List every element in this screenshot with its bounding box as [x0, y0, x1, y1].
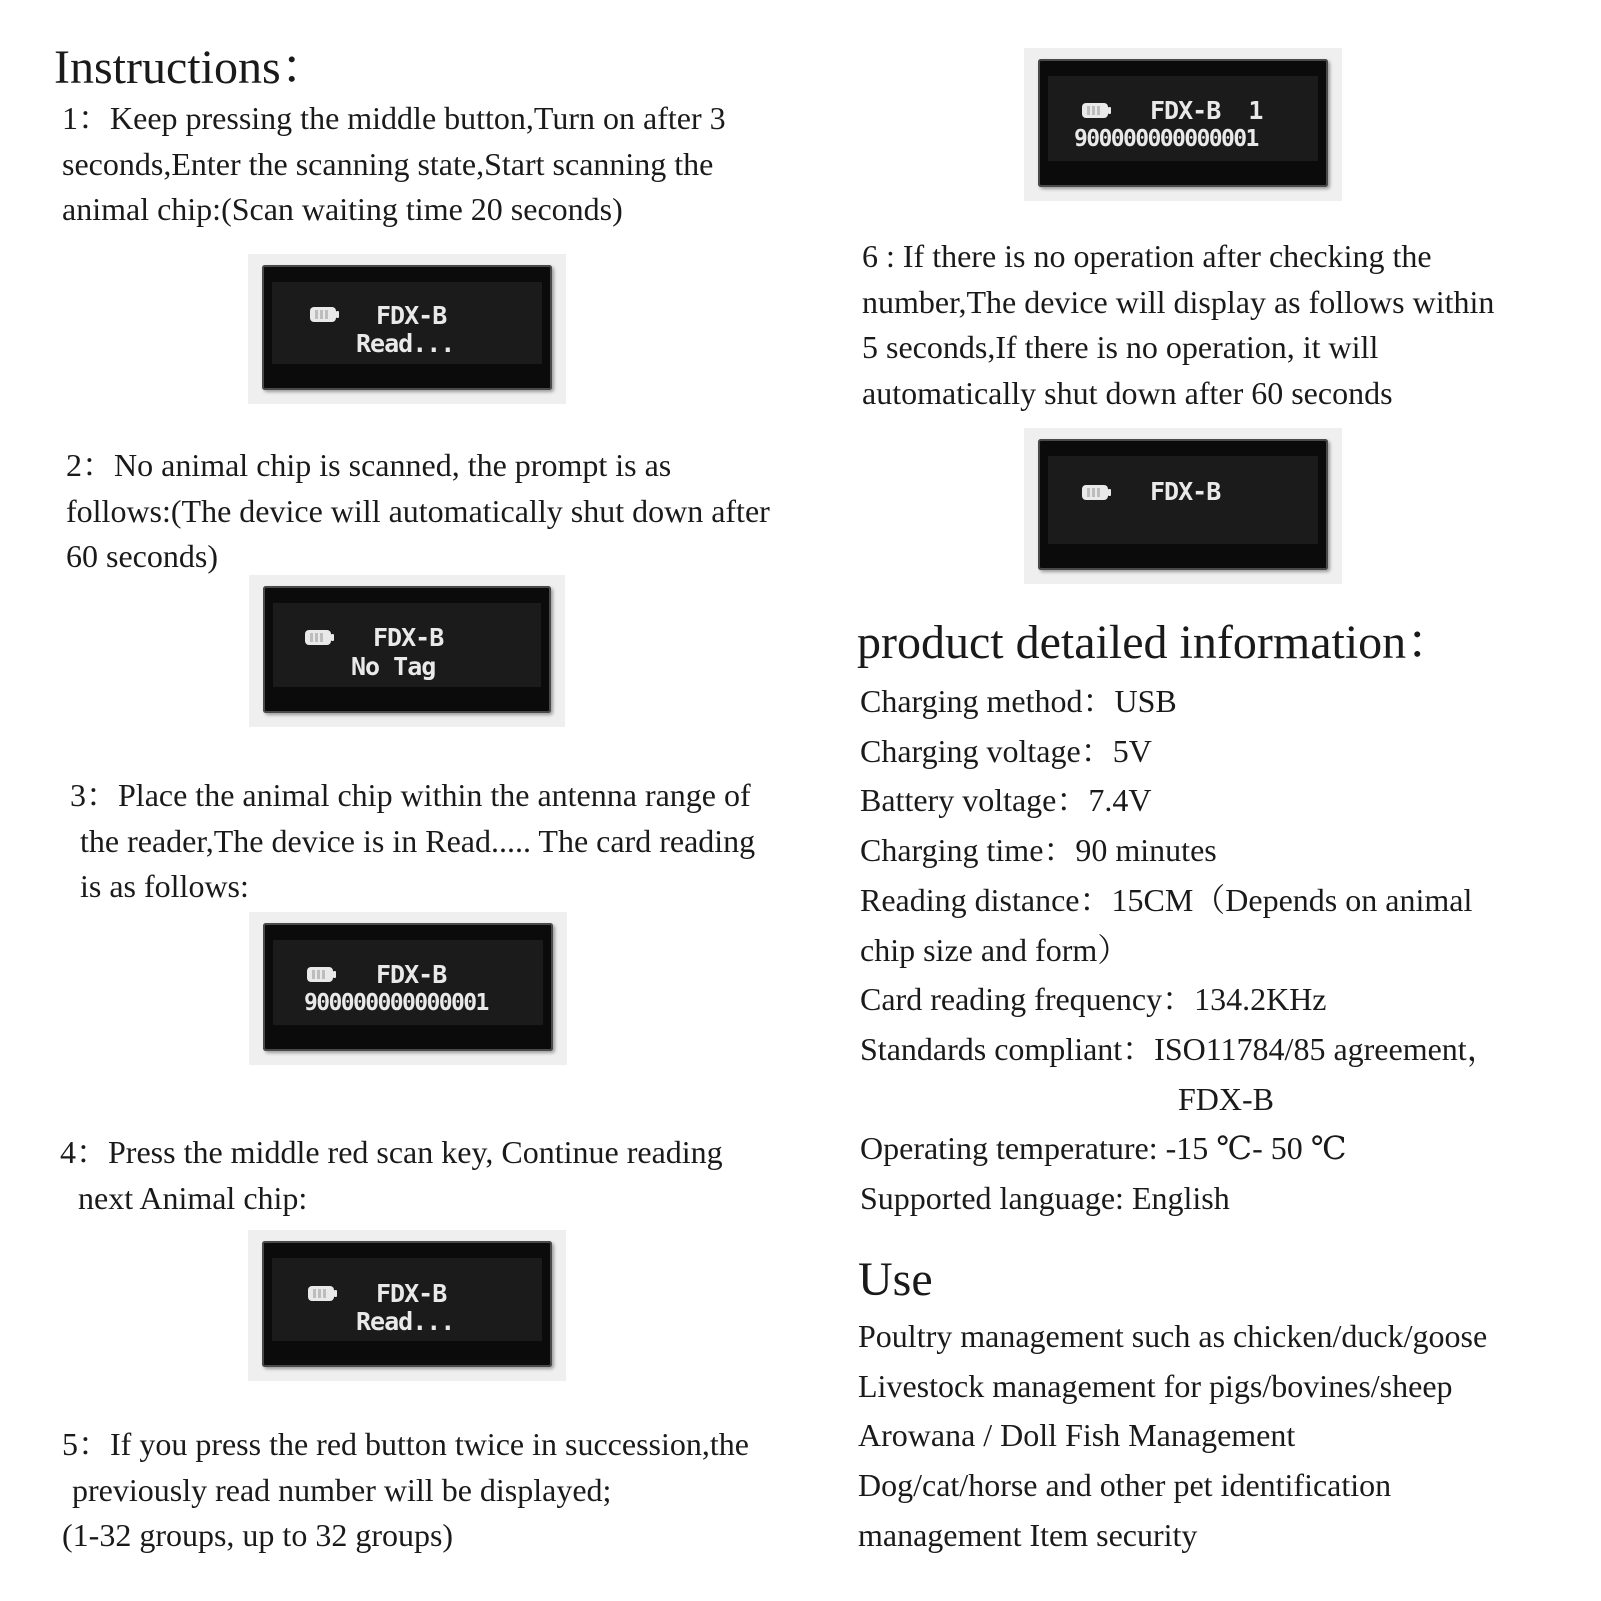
- step-6-line: automatically shut down after 60 seconds: [862, 374, 1393, 411]
- battery-icon: [307, 967, 333, 982]
- instructions-title: Instructions：: [54, 41, 329, 94]
- use-item: management Item security: [858, 1516, 1198, 1553]
- battery-icon: [305, 630, 331, 645]
- screen-mode-label: FDX-B 1: [1150, 96, 1263, 125]
- step-2-line: 2：No animal chip is scanned, the prompt is as: [66, 447, 672, 483]
- screen-card-read: [249, 912, 567, 1065]
- step-3-line: the reader,The device is in Read..... The card reading: [80, 822, 756, 859]
- spec-battery-voltage: Battery voltage：7.4V: [860, 782, 1152, 819]
- screen-status-label: No Tag: [351, 652, 436, 681]
- screen-mode-label: FDX-B: [376, 301, 447, 330]
- screen-no-tag: [249, 575, 565, 727]
- screen-scanning: [248, 254, 566, 404]
- use-list: [858, 1312, 1487, 1561]
- step-6-line: number,The device will display as follows within: [862, 283, 1495, 320]
- step-5-line: (1-32 groups, up to 32 groups): [62, 1517, 454, 1553]
- screen-status-label: Read...: [356, 329, 455, 358]
- step-2-line: 60 seconds): [66, 538, 218, 574]
- screen-mode-label: FDX-B: [376, 960, 447, 989]
- use-item: Dog/cat/horse and other pet identification: [858, 1467, 1392, 1504]
- step-4-text: [60, 1130, 723, 1221]
- screen-chip-number: 900000000000001: [304, 990, 488, 1016]
- product-info-list: [860, 677, 1499, 1224]
- step-4-line: 4：Press the middle red scan key, Continue reading: [60, 1134, 723, 1170]
- step-6-line: 5 seconds,If there is no operation, it will: [862, 329, 1379, 365]
- use-title: Use: [858, 1253, 933, 1306]
- spec-charging-voltage: Charging voltage：5V: [860, 732, 1152, 769]
- step-2-text: [66, 443, 770, 580]
- screen-previous-number: [1024, 48, 1342, 201]
- step-5-line: previously read number will be displayed;: [72, 1471, 612, 1508]
- spec-reading-distance-cont: chip size and form）: [860, 931, 1130, 968]
- step-5-line: 5：If you press the red button twice in succession,the: [62, 1426, 749, 1462]
- step-5-text: [62, 1422, 749, 1559]
- step-1-line: animal chip:(Scan waiting time 20 seconds): [62, 191, 623, 227]
- use-item: Arowana / Doll Fish Management: [858, 1417, 1296, 1454]
- step-2-line: follows:(The device will automatically shut down after: [66, 492, 770, 529]
- step-1-text: [62, 96, 726, 233]
- spec-standards: Standards compliant：ISO11784/85 agreement，: [860, 1030, 1499, 1067]
- battery-icon: [308, 1286, 334, 1301]
- step-3-line: is as follows:: [80, 868, 249, 904]
- step-4-line: next Animal chip:: [78, 1179, 308, 1216]
- step-3-text: [70, 773, 755, 910]
- step-1-line: seconds,Enter the scanning state,Start scanning the: [62, 145, 714, 182]
- spec-card-frequency: Card reading frequency：134.2KHz: [860, 981, 1327, 1018]
- spec-operating-temperature: Operating temperature: -15 ℃- 50 ℃: [860, 1130, 1347, 1167]
- spec-charging-method: Charging method：USB: [860, 683, 1177, 719]
- screen-chip-number: 900000000000001: [1074, 126, 1258, 152]
- product-info-title: product detailed information：: [857, 616, 1455, 669]
- spec-language: Supported language: English: [860, 1180, 1230, 1217]
- use-item: Poultry management such as chicken/duck/goose: [858, 1318, 1488, 1354]
- spec-reading-distance: Reading distance：15CM（Depends on animal: [860, 881, 1473, 918]
- spec-standards-cont: FDX-B: [1178, 1080, 1275, 1117]
- battery-icon: [310, 307, 336, 322]
- screen-continue-reading: [248, 1230, 566, 1381]
- screen-mode-label: FDX-B: [376, 1279, 447, 1308]
- screen-mode-label: FDX-B: [373, 623, 444, 652]
- step-6-text: [862, 234, 1494, 416]
- spec-charging-time: Charging time：90 minutes: [860, 832, 1217, 869]
- screen-status-label: Read...: [356, 1307, 455, 1336]
- battery-icon: [1082, 485, 1108, 500]
- screen-idle: [1024, 428, 1342, 584]
- screen-mode-label: FDX-B: [1150, 477, 1221, 506]
- step-1-line: 1：Keep pressing the middle button,Turn on after 3: [62, 100, 726, 136]
- step-6-line: 6 : If there is no operation after checking the: [862, 238, 1432, 274]
- step-3-line: 3：Place the animal chip within the antenna range of: [70, 777, 751, 813]
- use-item: Livestock management for pigs/bovines/sheep: [858, 1367, 1453, 1404]
- battery-icon: [1082, 103, 1108, 118]
